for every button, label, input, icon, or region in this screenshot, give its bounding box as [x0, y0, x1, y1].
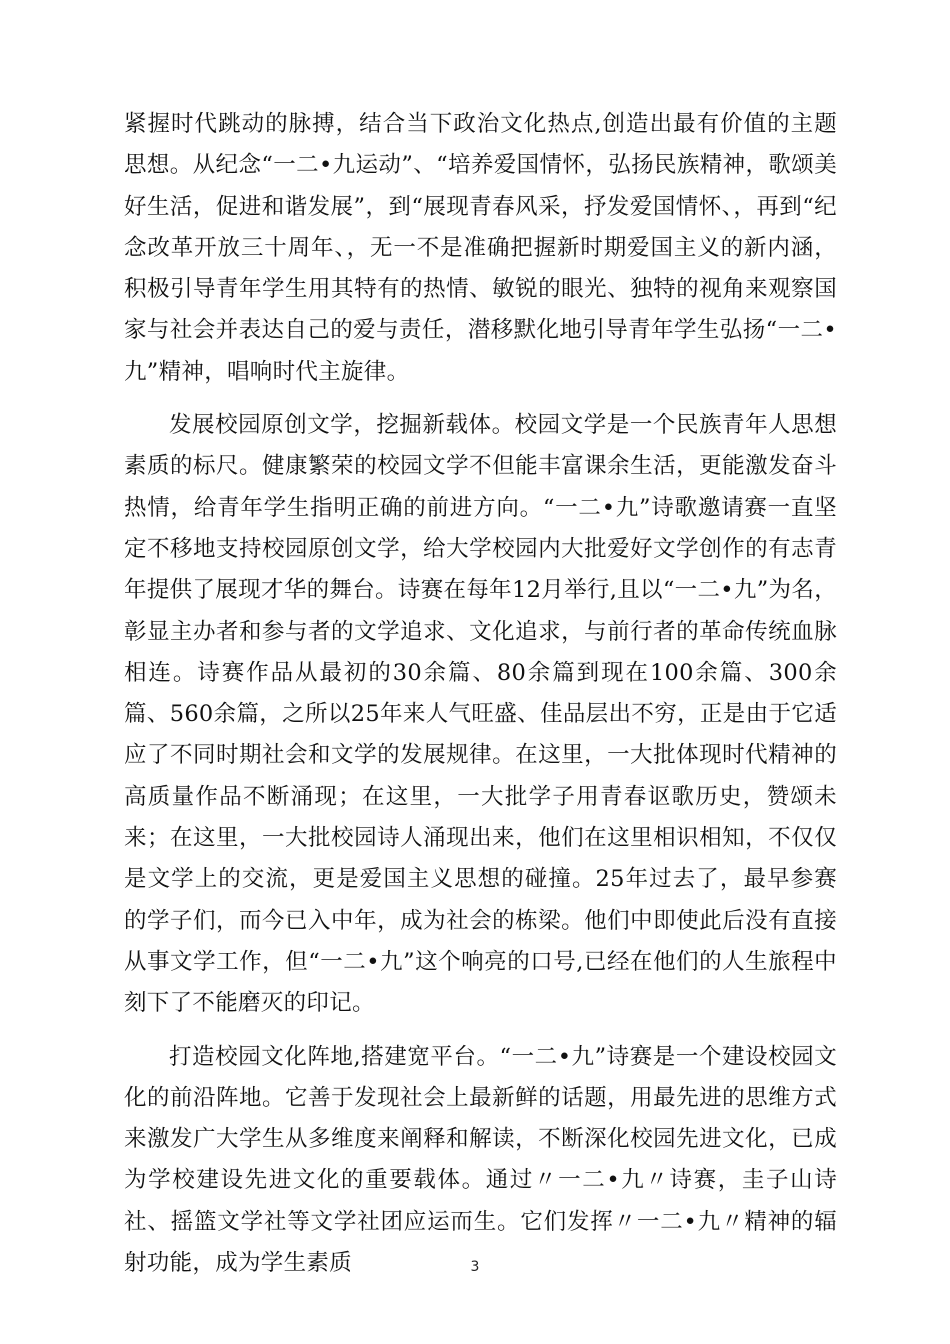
- paragraph-campus-culture: 打造校园文化阵地,搭建宽平台。“一二•九”诗赛是一个建设校园文化的前沿阵地。它善于发现社会上最新鲜的话题，用最先进的思维方式来激发广大学生从多维度来阐释和解读，不断深化校园先进文化，已成为学校建设先进文化的重要载体。通过〃一二•九〃诗赛，圭子山诗社、摇篮文学社等文学社团应运而生。它们发挥〃一二•九〃精神的辐射功能，成为学生素质: [124, 1043, 837, 1277]
- document-body: [124, 104, 837, 1284]
- page-number: 3: [470, 1259, 480, 1275]
- paragraph-continuation: 紧握时代跳动的脉搏，结合当下政治文化热点,创造出最有价值的主题思想。从纪念“一二•九运动”、“培养爱国情怀，弘扬民族精神，歌颂美好生活，促进和谐发展”，到“展现青春风采，抒发爱国情怀、，再到“纪念改革开放三十周年、，无一不是准确把握新时期爱国主义的新内涵，积极引导青年学生用其特有的热情、敏锐的眼光、独特的视角来观察国家与社会并表达自己的爱与责任，潜移默化地引导青年学生弘扬“一二•九”精神，唱响时代主旋律。: [124, 111, 837, 385]
- paragraph-campus-literature: 发展校园原创文学，挖掘新载体。校园文学是一个民族青年人思想素质的标尺。健康繁荣的校园文学不但能丰富课余生活，更能激发奋斗热情，给青年学生指明正确的前进方向。“一二•九”诗歌邀请赛一直坚定不移地支持校园原创文学，给大学校园内大批爱好文学创作的有志青年提供了展现才华的舞台。诗赛在每年12月举行,且以“一二•九”为名，彰显主办者和参与者的文学追求、文化追求，与前行者的革命传统血脉相连。诗赛作品从最初的30余篇、80余篇到现在100余篇、300余篇、560余篇，之所以25年来人气旺盛、佳品层出不穷，正是由于它适应了不同时期社会和文学的发展规律。在这里，一大批体现时代精神的高质量作品不断涌现；在这里，一大批学子用青春讴歌历史，赞颂未来；在这里，一大批校园诗人涌现出来，他们在这里相识相知，不仅仅是文学上的交流，更是爱国主义思想的碰撞。25年过去了，最早参赛的学子们，而今已入中年，成为社会的栋梁。他们中即使此后没有直接从事文学工作，但“一二•九”这个响亮的口号,已经在他们的人生旅程中刻下了不能磨灭的印记。: [124, 412, 837, 1017]
